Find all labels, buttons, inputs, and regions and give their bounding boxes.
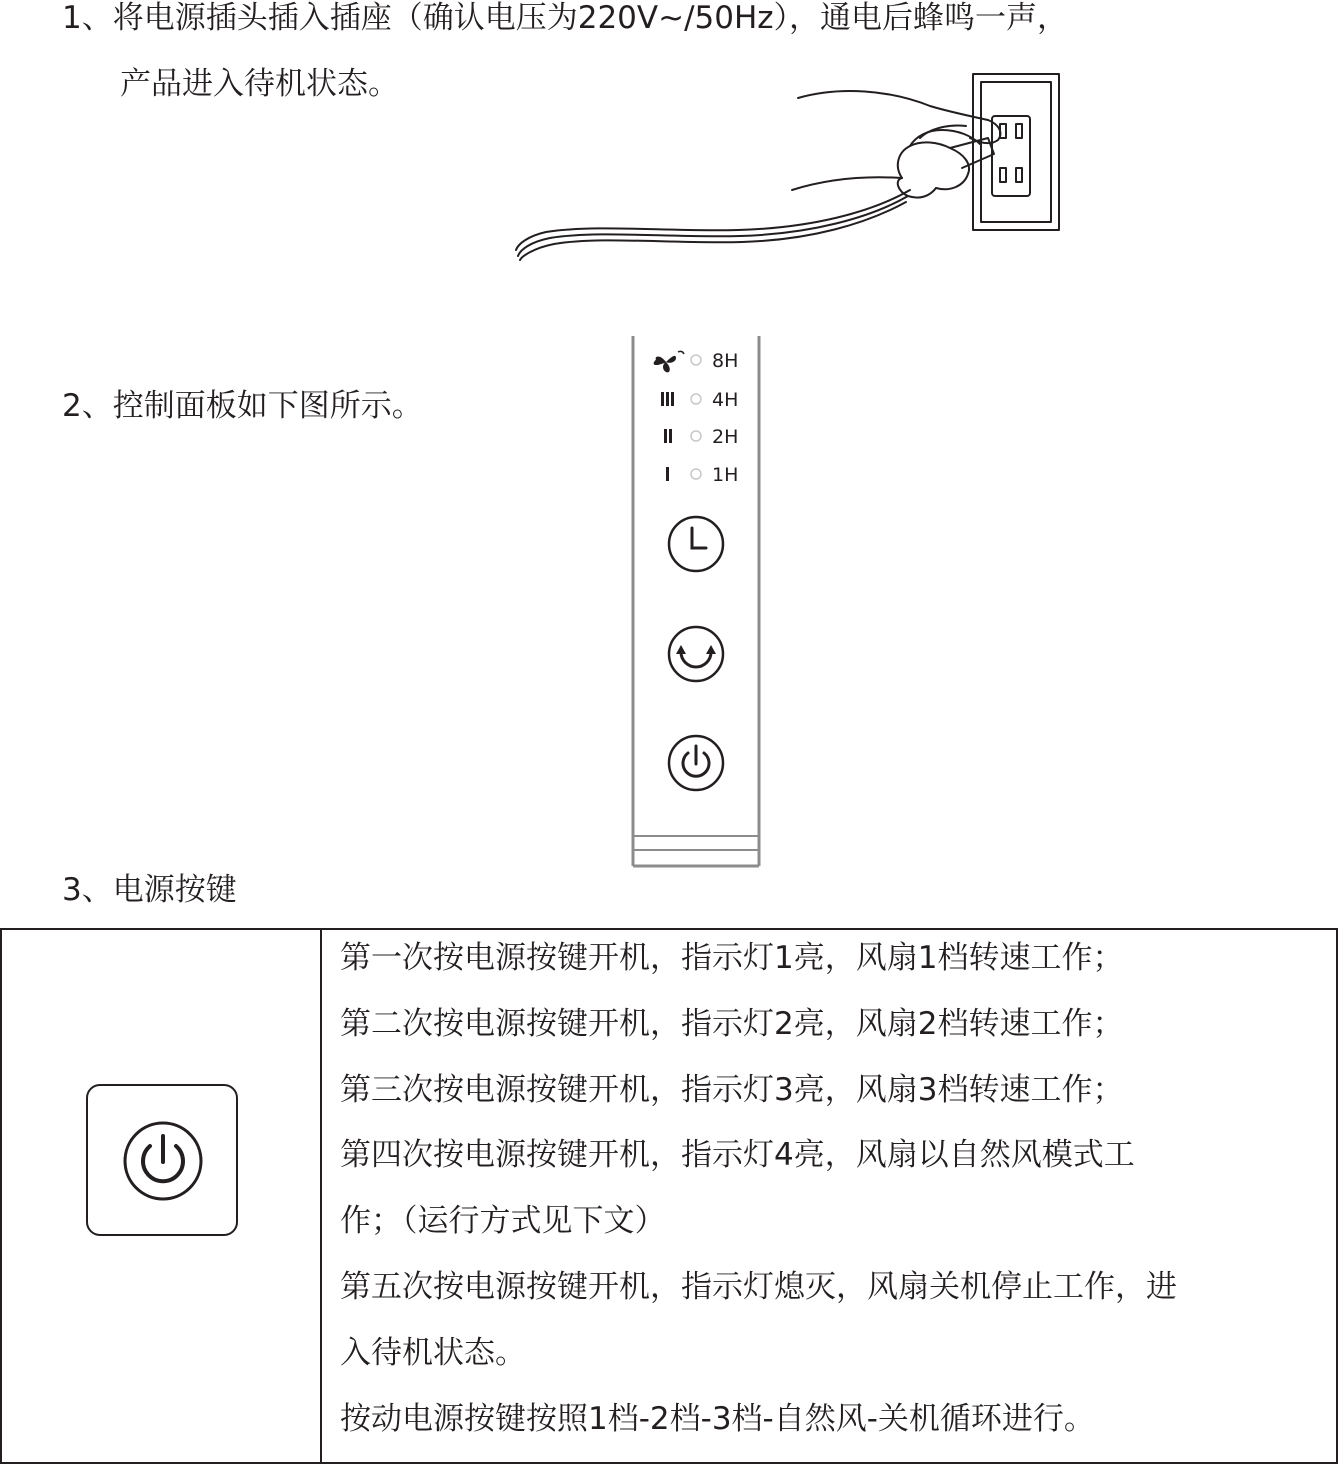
speed-3-icon [661, 392, 674, 406]
indicator-label-2h: 2H [712, 426, 739, 448]
power-icon [120, 1118, 206, 1204]
plug-into-socket-illustration [510, 68, 1070, 268]
description-line: 入待机状态。 [340, 1334, 526, 1371]
step3-heading: 3、电源按键 [62, 872, 237, 908]
description-line: 按动电源按键按照1档-2档-3档-自然风-关机循环进行。 [340, 1400, 1095, 1437]
indicator-led-1h [691, 469, 701, 479]
power-button-description [340, 940, 1177, 1466]
description-line: 第五次按电源按键开机，指示灯熄灭，风扇关机停止工作，进 [340, 1268, 1177, 1305]
indicator-led-8h [691, 355, 701, 365]
indicator-label-8h: 8H [712, 350, 739, 372]
speed-2-icon [664, 429, 672, 443]
description-line: 第四次按电源按键开机，指示灯4亮，风扇以自然风模式工 [340, 1137, 1135, 1174]
description-line: 第三次按电源按键开机，指示灯3亮，风扇3档转速工作； [340, 1071, 1124, 1108]
table-column-divider [320, 930, 322, 1462]
description-line: 第一次按电源按键开机，指示灯1亮，风扇1档转速工作； [340, 940, 1124, 976]
speed-1-icon [666, 467, 669, 481]
control-panel-diagram [626, 336, 768, 872]
description-line: 作；（运行方式见下文） [340, 1203, 666, 1240]
step1-text-line1: 1、将电源插头插入插座（确认电压为220V~/50Hz），通电后蜂鸣一声， [62, 0, 1069, 36]
power-button-table [0, 928, 1338, 1464]
swing-button[interactable] [669, 627, 723, 681]
description-line: 第二次按电源按键开机，指示灯2亮，风扇2档转速工作； [340, 1005, 1124, 1042]
natural-wind-icon [654, 351, 684, 372]
timer-button[interactable] [669, 517, 723, 571]
step1-text-line2: 产品进入待机状态。 [120, 66, 399, 102]
power-button-illustration [86, 1084, 238, 1236]
indicator-led-2h [691, 431, 701, 441]
indicator-led-4h [691, 394, 701, 404]
indicator-label-4h: 4H [712, 389, 739, 411]
indicator-label-1h: 1H [712, 464, 739, 486]
step2-heading: 2、控制面板如下图所示。 [62, 388, 423, 424]
panel-power-button[interactable] [669, 736, 723, 790]
